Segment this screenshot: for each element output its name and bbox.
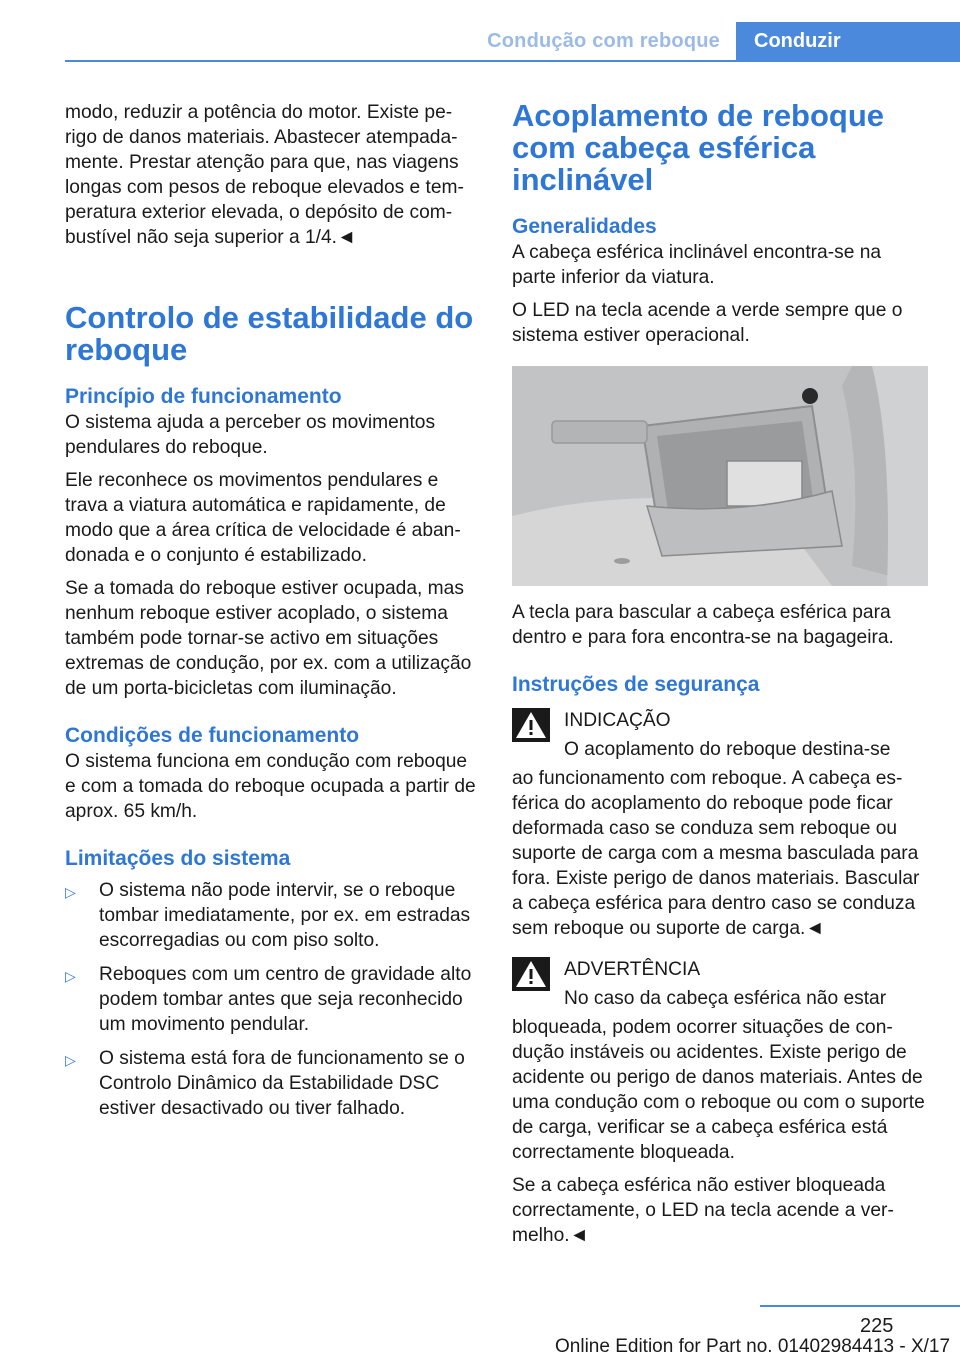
paragraph: O sistema ajuda a perceber os movimentos pendulares do reboque. [65,412,436,458]
notice-text: ao funcionamento com reboque. A cabeça esférica do acoplamento do reboque pode ficar deformada caso se conduza sem reboque ou suporte de carga com a mesma basculada para fora. Existe perigo de danos materiais. Bascular a cabeça esférica para dentro caso se conduza sem reboque ou suporte de carga.◄ [512,768,920,939]
triangle-bullet-icon: ▷ [65,968,76,984]
warning-label: ADVERTÊNCIA [564,959,701,980]
paragraph: O sistema funciona em condução com reboque e com a tomada do reboque ocupada a partir de aprox. 65 km/h. [65,751,476,822]
notice-label: INDICAÇÃO [564,710,671,731]
list-item: ▷ Reboques com um centro de gravidade alto podem tombar antes que seja reconhecido um movimento pendular. [65,964,472,1035]
paragraph: A tecla para bascular a cabeça esférica para dentro e para fora encontra-se na bagageira. [512,602,894,648]
section-title-stability: Controlo de estabilidade do reboque [65,300,474,367]
warning-block [512,955,928,1015]
footer-rule [760,1305,960,1307]
warning-first-line: No caso da cabeça esférica não estar [564,988,887,1009]
luggage-compartment-photo [512,366,928,586]
subheading-general: Generalidades [512,215,657,238]
list-item: ▷ O sistema está fora de funcionamento se o Controlo Dinâmico da Estabilidade DSC estiver desactivado ou tiver falhado. [65,1048,465,1119]
warning-triangle-icon [512,708,550,742]
paragraph: Se a tomada do reboque estiver ocupada, mas nenhum reboque estiver acoplado, o sistema também pode tornar-se activo em situações extremas de condução, por ex. com a utilização de um porta-bicicletas com iluminação. [65,578,472,699]
paragraph: Ele reconhece os movimentos pendulares e trava a viatura automática e rapidamente, de modo que a área crítica de velocidade é abandonada e o conjunto é estabilizado. [65,470,461,566]
list-item: ▷ O sistema não pode intervir, se o reboque tombar imediatamente, por ex. em estradas escorregadias ou com piso solto. [65,880,471,951]
subheading-conditions: Condições de funcionamento [65,724,360,747]
chapter-tab: Conduzir [736,22,960,62]
section-title-tow-coupling: Acoplamento de reboque com cabeça esférica inclinável [512,98,885,197]
limitations-list [65,878,477,1121]
notice-block [512,706,928,766]
paragraph: A cabeça esférica inclinável encontra-se na parte inferior da viatura. [512,242,882,288]
triangle-bullet-icon: ▷ [65,884,76,900]
subheading-principle: Princípio de funcionamento [65,385,342,408]
edition-note: Online Edition for Part no. 01402984413 - X/17 [555,1336,951,1357]
warning-triangle-icon [512,957,550,991]
left-column [65,100,477,1130]
intro-paragraph: modo, reduzir a potência do motor. Existe perigo de danos materiais. Abastecer atempadamente. Prestar atenção para que, nas viagens longas com pesos de reboque elevados e temperatura exterior elevada, o depósito de combustível não seja superior a 1/4.◄ [65,102,464,248]
page-number: 225 [860,1315,894,1337]
triangle-bullet-icon: ▷ [65,1052,76,1068]
right-column [512,100,928,1256]
subheading-safety: Instruções de segurança [512,673,760,696]
warning-text: bloqueada, podem ocorrer situações de condução instáveis ou acidentes. Existe perigo de acidente ou perigo de danos materiais. Antes de uma condução com o reboque ou com o suporte de carga, verificar se a cabeça esférica está correctamente bloqueada. [512,1017,925,1163]
header-rule [65,60,960,62]
running-header-section: Condução com reboque [487,30,720,52]
notice-first-line: O acoplamento do reboque destina-se [564,739,891,760]
paragraph: Se a cabeça esférica não estiver bloqueada correctamente, o LED na tecla acende a vermelho.◄ [512,1175,894,1246]
subheading-limitations: Limitações do sistema [65,847,291,870]
paragraph: O LED na tecla acende a verde sempre que o sistema estiver operacional. [512,300,903,346]
